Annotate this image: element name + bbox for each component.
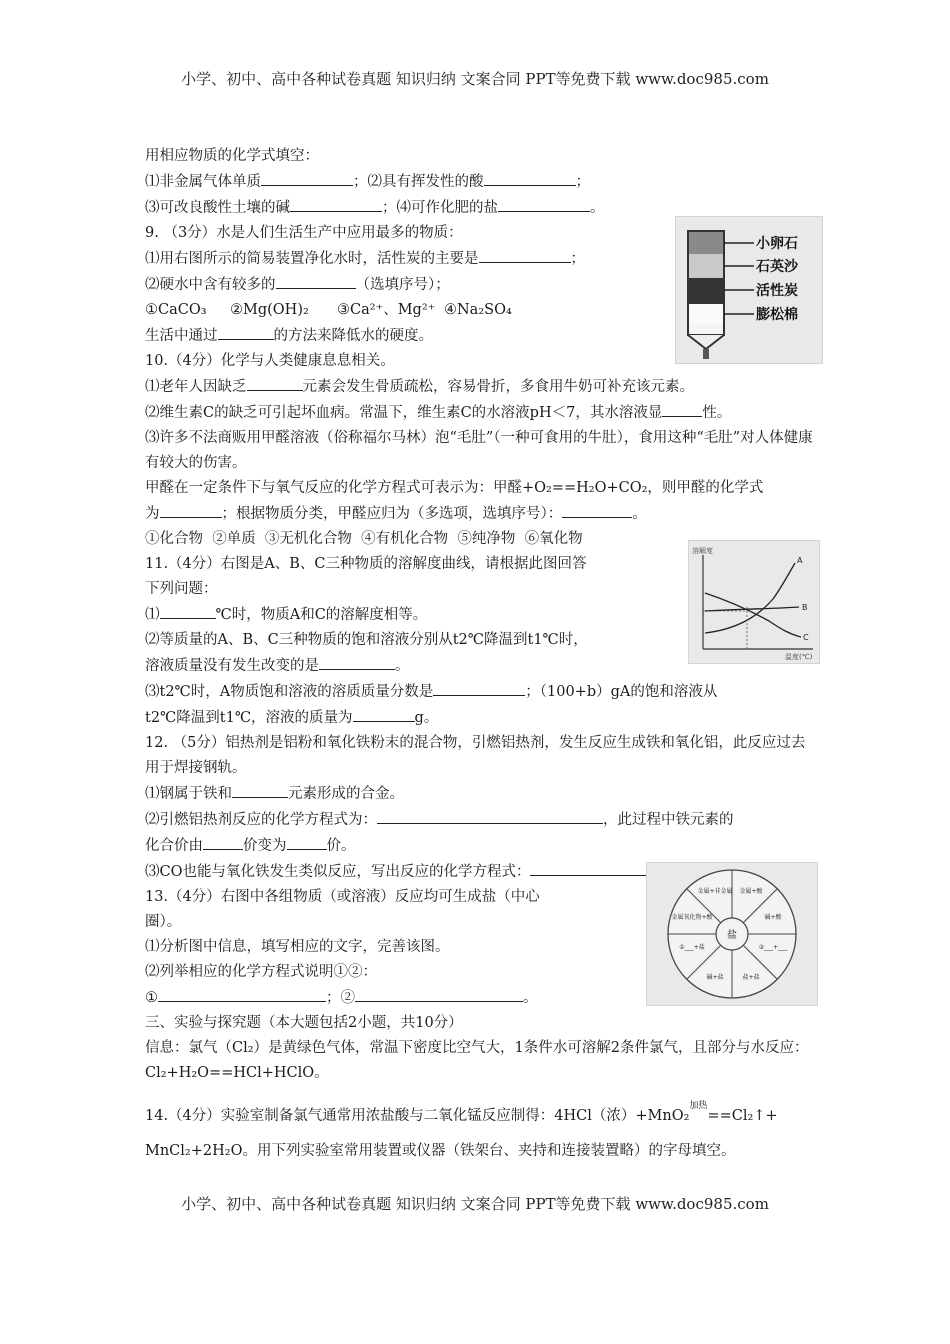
answer-blank[interactable] — [433, 679, 525, 696]
label-sand: 石英沙 — [756, 259, 798, 275]
q8-line2: ⑶可改良酸性土壤的碱 ；⑷可作化肥的盐 。 — [145, 195, 813, 221]
answer-blank[interactable] — [160, 602, 216, 619]
q9-line3: 生活中通过 的方法来降低水的硬度。 — [145, 323, 813, 349]
answer-blank[interactable] — [232, 781, 288, 798]
q13-line3: ① ；② 。 — [145, 985, 813, 1011]
q12-line2: ⑵引燃铝热剂反应的化学方程式为： ，此过程中铁元素的 — [145, 807, 813, 833]
y-axis-label: 溶解度 — [692, 547, 713, 555]
q12-line1: ⑴钢属于铁和 元素形成的合金。 — [145, 781, 813, 807]
section3-title: 三、实验与探究题（本大题包括2小题，共10分） — [145, 1015, 463, 1031]
answer-blank[interactable] — [218, 323, 274, 340]
answer-blank[interactable] — [160, 501, 222, 518]
water-purifier-figure — [675, 216, 823, 364]
q9-line1: ⑴用右图所示的简易装置净化水时，活性炭的主要是 ； — [145, 246, 813, 272]
q11-title2: 下列问题： — [145, 581, 218, 597]
label-carbon: 活性炭 — [756, 283, 798, 299]
page-header: 小学、初中、高中各种试卷真题 知识归纳 文案合同 PPT等免费下载 www.doc985.com — [181, 70, 769, 88]
heating-condition: 加热 — [689, 1101, 708, 1111]
q10-line3: ⑶许多不法商贩用甲醛溶液（俗称福尔马林）泡“毛肚”（一种可食用的牛肚），食用这种“毛肚”对人体健康有较大的伤害。 — [145, 430, 813, 471]
q11-line2: ⑵等质量的A、B、C三种物质的饱和溶液分别从t2℃降温到t1℃时， — [145, 632, 588, 648]
carbon-layer — [689, 278, 723, 304]
curve-b-label: B — [802, 603, 808, 612]
answer-blank[interactable] — [562, 501, 632, 518]
answer-blank[interactable] — [203, 833, 243, 850]
q11-line4: ⑶t2℃时，A物质饱和溶液的溶质质量分数是 ；（100+b）gA的饱和溶液从 — [145, 679, 813, 705]
q10-options: ①化合物 ②单质 ③无机化合物 ④有机化合物 ⑤纯净物 ⑥氧化物 — [145, 531, 583, 547]
segment-label: 盐+盐 — [742, 974, 760, 981]
q10-line4: 甲醛在一定条件下与氧气反应的化学方程式可表示为：甲醛+O₂==H₂O+CO₂，则甲醛的化学式 — [145, 480, 764, 496]
q13-title2: 圈）。 — [145, 914, 182, 930]
q13-line1: ⑴分析图中信息，填写相应的文字，完善该图。 — [145, 939, 450, 955]
sand-layer — [689, 254, 723, 278]
segment-label: 金属+酸 — [739, 888, 763, 895]
section3-info: 信息：氯气（Cl₂）是黄绿色气体，常温下密度比空气大，1条件水可溶解2条件氯气，且部分与水反应：Cl₂+H₂O==HCl+HClO。 — [145, 1040, 809, 1081]
salt-wheel-figure — [646, 862, 818, 1006]
segment-label: 碱+酸 — [764, 914, 782, 921]
answer-blank[interactable] — [662, 400, 702, 417]
q11-line3: 溶液质量没有发生改变的是 。 — [145, 653, 813, 679]
center-label: 盐 — [727, 930, 737, 941]
q8-intro: 用相应物质的化学式填空： — [145, 148, 319, 164]
cotton-layer — [689, 304, 723, 324]
segment-label: 金属氧化物+酸 — [671, 914, 713, 921]
segment-label: ①___+盐 — [679, 944, 705, 951]
q14-line2: MnCl₂+2H₂O。用下列实验室常用装置或仪器（铁架台、夹持和连接装置略）的字母填空。 — [145, 1143, 736, 1159]
pebble-layer — [689, 232, 723, 254]
q11-line5: t2℃降温到t1℃，溶液的质量为 g。 — [145, 705, 813, 731]
answer-blank[interactable] — [287, 833, 327, 850]
answer-blank[interactable] — [484, 169, 576, 186]
q8-line1: ⑴非金属气体单质 ；⑵具有挥发性的酸 ； — [145, 169, 813, 195]
q10-line1: ⑴老年人因缺乏 元素会发生骨质疏松，容易骨折，多食用牛奶可补充该元素。 — [145, 374, 813, 400]
curve-b — [705, 607, 799, 611]
q11-title1: 11.（4分）右图是A、B、C三种物质的溶解度曲线，请根据此图回答 — [145, 556, 587, 572]
q10-title: 10.（4分）化学与人类健康息息相关。 — [145, 353, 395, 369]
segment-label: 碱+盐 — [706, 974, 724, 981]
curve-c-label: C — [803, 633, 809, 642]
curve-a-label: A — [797, 556, 803, 565]
q12-title: 12. （5分）铝热剂是铝粉和氧化铁粉末的混合物，引燃铝热剂，发生反应生成铁和氧化铝，此反应过去用于焊接钢轨。 — [145, 735, 806, 776]
q9-options: ①CaCO₃ ②Mg(OH)₂ ③Ca²⁺、Mg²⁺ ④Na₂SO₄ — [145, 302, 512, 318]
segment-label: ②___+___ — [758, 944, 788, 951]
q12-line4: ⑶CO也能与氧化铁发生类似反应，写出反应的化学方程式： — [145, 859, 813, 885]
answer-blank[interactable] — [276, 272, 356, 289]
answer-blank[interactable] — [479, 246, 571, 263]
q10-line5: 为 ；根据物质分类，甲醛应归为（多选项，选填序号）： 。 — [145, 501, 813, 527]
q12-line3: 化合价由 价变为 价。 — [145, 833, 813, 859]
q11-line1: ⑴ ℃时，物质A和C的溶解度相等。 — [145, 602, 813, 628]
answer-blank[interactable] — [319, 653, 395, 670]
x-axis-label: 温度(℃) — [785, 653, 813, 661]
answer-blank[interactable] — [158, 985, 326, 1002]
answer-blank[interactable] — [247, 374, 303, 391]
answer-blank[interactable] — [261, 169, 353, 186]
answer-blank[interactable] — [290, 195, 382, 212]
answer-blank[interactable] — [498, 195, 590, 212]
answer-blank[interactable] — [353, 705, 415, 722]
solubility-chart — [688, 540, 820, 664]
q13-line2: ⑵列举相应的化学方程式说明①②： — [145, 964, 377, 980]
q14-line1: 14.（4分）实验室制备氯气通常用浓盐酸与二氧化锰反应制得：4HCl（浓）+MnO₂$^{加热}$==Cl₂↑+ — [145, 1101, 778, 1124]
q13-title1: 13.（4分）右图中各组物质（或溶液）反应均可生成盐（中心 — [145, 889, 540, 905]
q9-title: 9. （3分）水是人们生活生产中应用最多的物质： — [145, 225, 463, 241]
q9-line2: ⑵硬水中含有较多的 （选填序号）； — [145, 272, 813, 298]
page-footer: 小学、初中、高中各种试卷真题 知识归纳 文案合同 PPT等免费下载 www.doc985.com — [181, 1195, 769, 1213]
label-pebble: 小卵石 — [756, 236, 798, 252]
label-cotton: 膨松棉 — [756, 307, 798, 323]
answer-blank[interactable] — [355, 985, 523, 1002]
segment-label: 金属+非金属 — [697, 888, 733, 895]
answer-blank[interactable] — [377, 807, 603, 824]
q10-line2: ⑵维生素C的缺乏可引起坏血病。常温下，维生素C的水溶液pH＜7，其水溶液显 性。 — [145, 400, 813, 426]
